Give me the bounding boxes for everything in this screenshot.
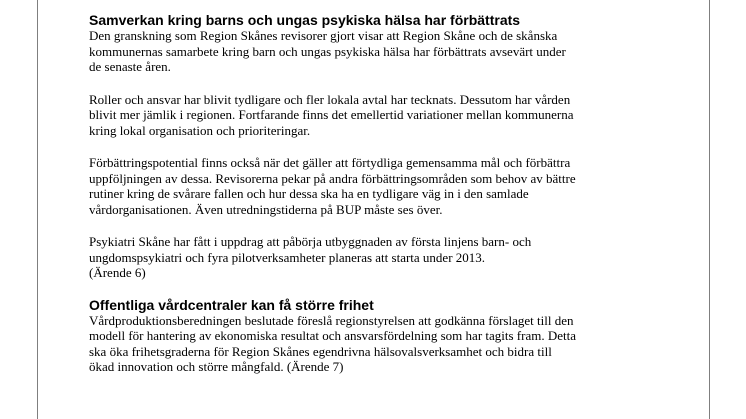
paragraph-roller [89,92,689,139]
text-line: (Ärende 6) [89,265,146,280]
paragraph-psykiatri [89,234,689,281]
text-line: de senaste åren. [89,59,171,74]
paragraph-vardproduktion [89,313,689,375]
text-line: kommunernas samarbete kring barn och ungas psykiska hälsa har förbättrats avsevärt under [89,43,566,59]
paragraph-forbattringspotential [89,155,689,217]
section-heading-vardcentraler: Offentliga vårdcentraler kan få större frihet [89,296,374,313]
text-line: Vårdproduktionsberedningen beslutade föreslå regionstyrelsen att godkänna förslaget till den [89,312,574,328]
text-line: vårdorganisationen. Även utredningstiderna på BUP måste ses över. [89,201,443,217]
text-line: modell för hantering av ekonomiska resultat och ansvarsfördelning som har tagits fram. Detta [89,328,576,343]
text-line: Den granskning som Region Skånes revisorer gjort visar att Region Skåne och de skånska [89,28,558,43]
text-line: Roller och ansvar har blivit tydligare och fler lokala avtal har tecknats. Dessutom har vården [89,91,571,107]
text-line: blivit mer jämlik i regionen. Fortfarande finns det emellertid variationer mellan kommunerna [89,107,574,122]
text-line: kring lokal organisation och prioriteringar. [89,122,311,138]
text-line: uppföljningen av dessa. Revisorerna pekar på andra förbättringsområden som behov av bättre [89,170,576,186]
text-line: Förbättringspotential finns också när det gäller att förtydliga gemensamma mål och förbättra [89,155,571,170]
document-body [89,12,689,375]
text-line: ungdomspsykiatri och fyra pilotverksamheter planeras att starta under 2013. [89,249,486,265]
text-line: ökad innovation och större mångfald. (Ärende 7) [89,359,344,374]
paragraph-granskning [89,28,689,75]
text-line: Psykiatri Skåne har fått i uppdrag att påbörja utbyggnaden av första linjens barn- och [89,234,532,249]
text-line: rutiner kring de svårare fallen och hur dessa ska ha en tydligare väg in i den samlade [89,186,529,201]
section-heading-samverkan: Samverkan kring barns och ungas psykiska hälsa har förbättrats [89,12,521,28]
text-line: ska öka frihetsgraderna för Region Skånes egendrivna hälsovalsverksamhet och bidra till [89,343,552,359]
